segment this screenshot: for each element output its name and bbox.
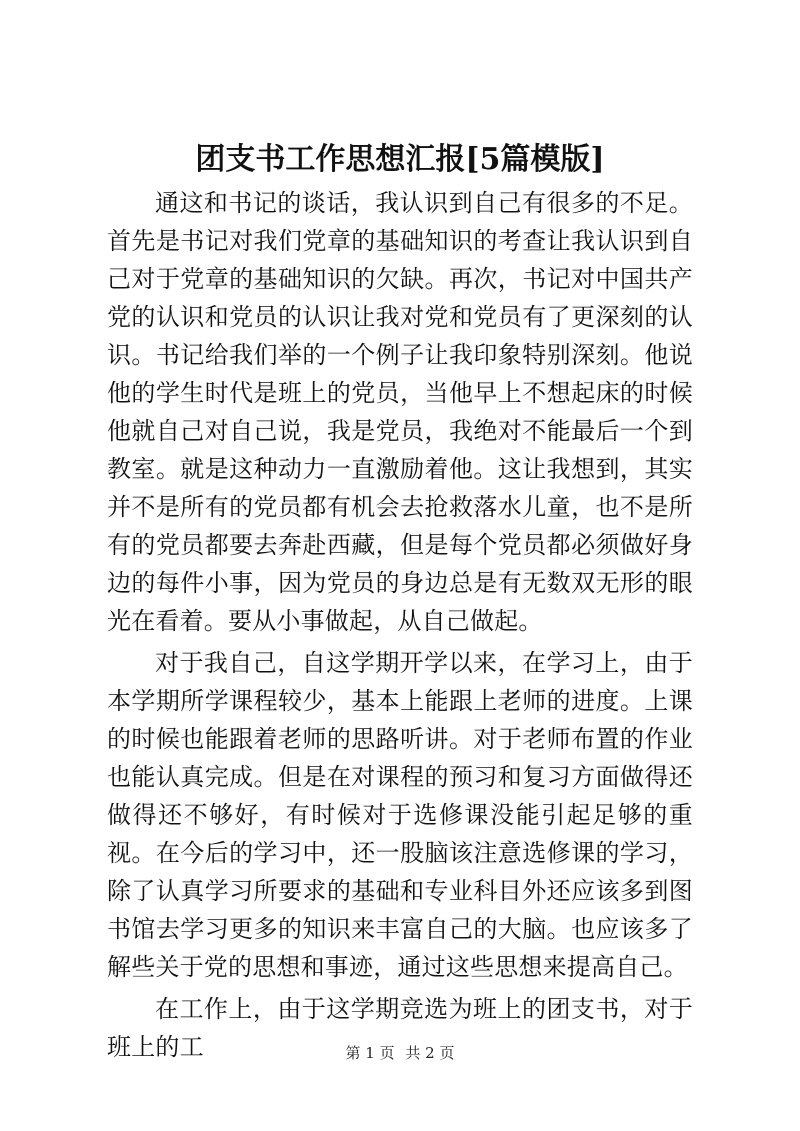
- document-body: [107, 184, 693, 1066]
- paragraph-2: 对于我自己，自这学期开学以来，在学习上，由于本学期所学课程较少，基本上能跟上老师的进度。上课的时候也能跟着老师的思路听讲。对于老师布置的作业也能认真完成。但是在对课程的预习和复习方面做得还做得还不够好，有时候对于选修课没能引起足够的重视。在今后的学习中，还一股脑该注意选修课的学习，除了认真学习所要求的基础和专业科目外还应该多到图书馆去学习更多的知识来丰富自己的大脑。也应该多了解些关于党的思想和事迹，通过这些思想来提高自己。: [107, 649, 693, 981]
- paragraph-3: 在工作上，由于这学期竞选为班上的团支书，对于班上的工: [107, 995, 693, 1061]
- page-footer: [0, 1043, 800, 1063]
- paragraph-1: 通这和书记的谈话，我认识到自己有很多的不足。首先是书记对我们党章的基础知识的考查让我认识到自己对于党章的基础知识的欠缺。再次，书记对中国共产党的认识和党员的认识让我对党和党员有了更深刻的认识。书记给我们举的一个例子让我印象特别深刻。他说他的学生时代是班上的党员，当他早上不想起床的时候他就自己对自己说，我是党员，我绝对不能最后一个到教室。就是这种动力一直激励着他。这让我想到，其实并不是所有的党员都有机会去抢救落水儿童，也不是所有的党员都要去奔赴西藏，但是每个党员都必须做好身边的每件小事，因为党员的身边总是有无数双无形的眼光在看着。要从小事做起，从自己做起。: [107, 189, 693, 635]
- page-total: 共 2 页: [405, 1044, 455, 1062]
- page-title: 团支书工作思想汇报[5篇模版]: [195, 142, 605, 177]
- page-number: 第 1 页: [345, 1044, 395, 1062]
